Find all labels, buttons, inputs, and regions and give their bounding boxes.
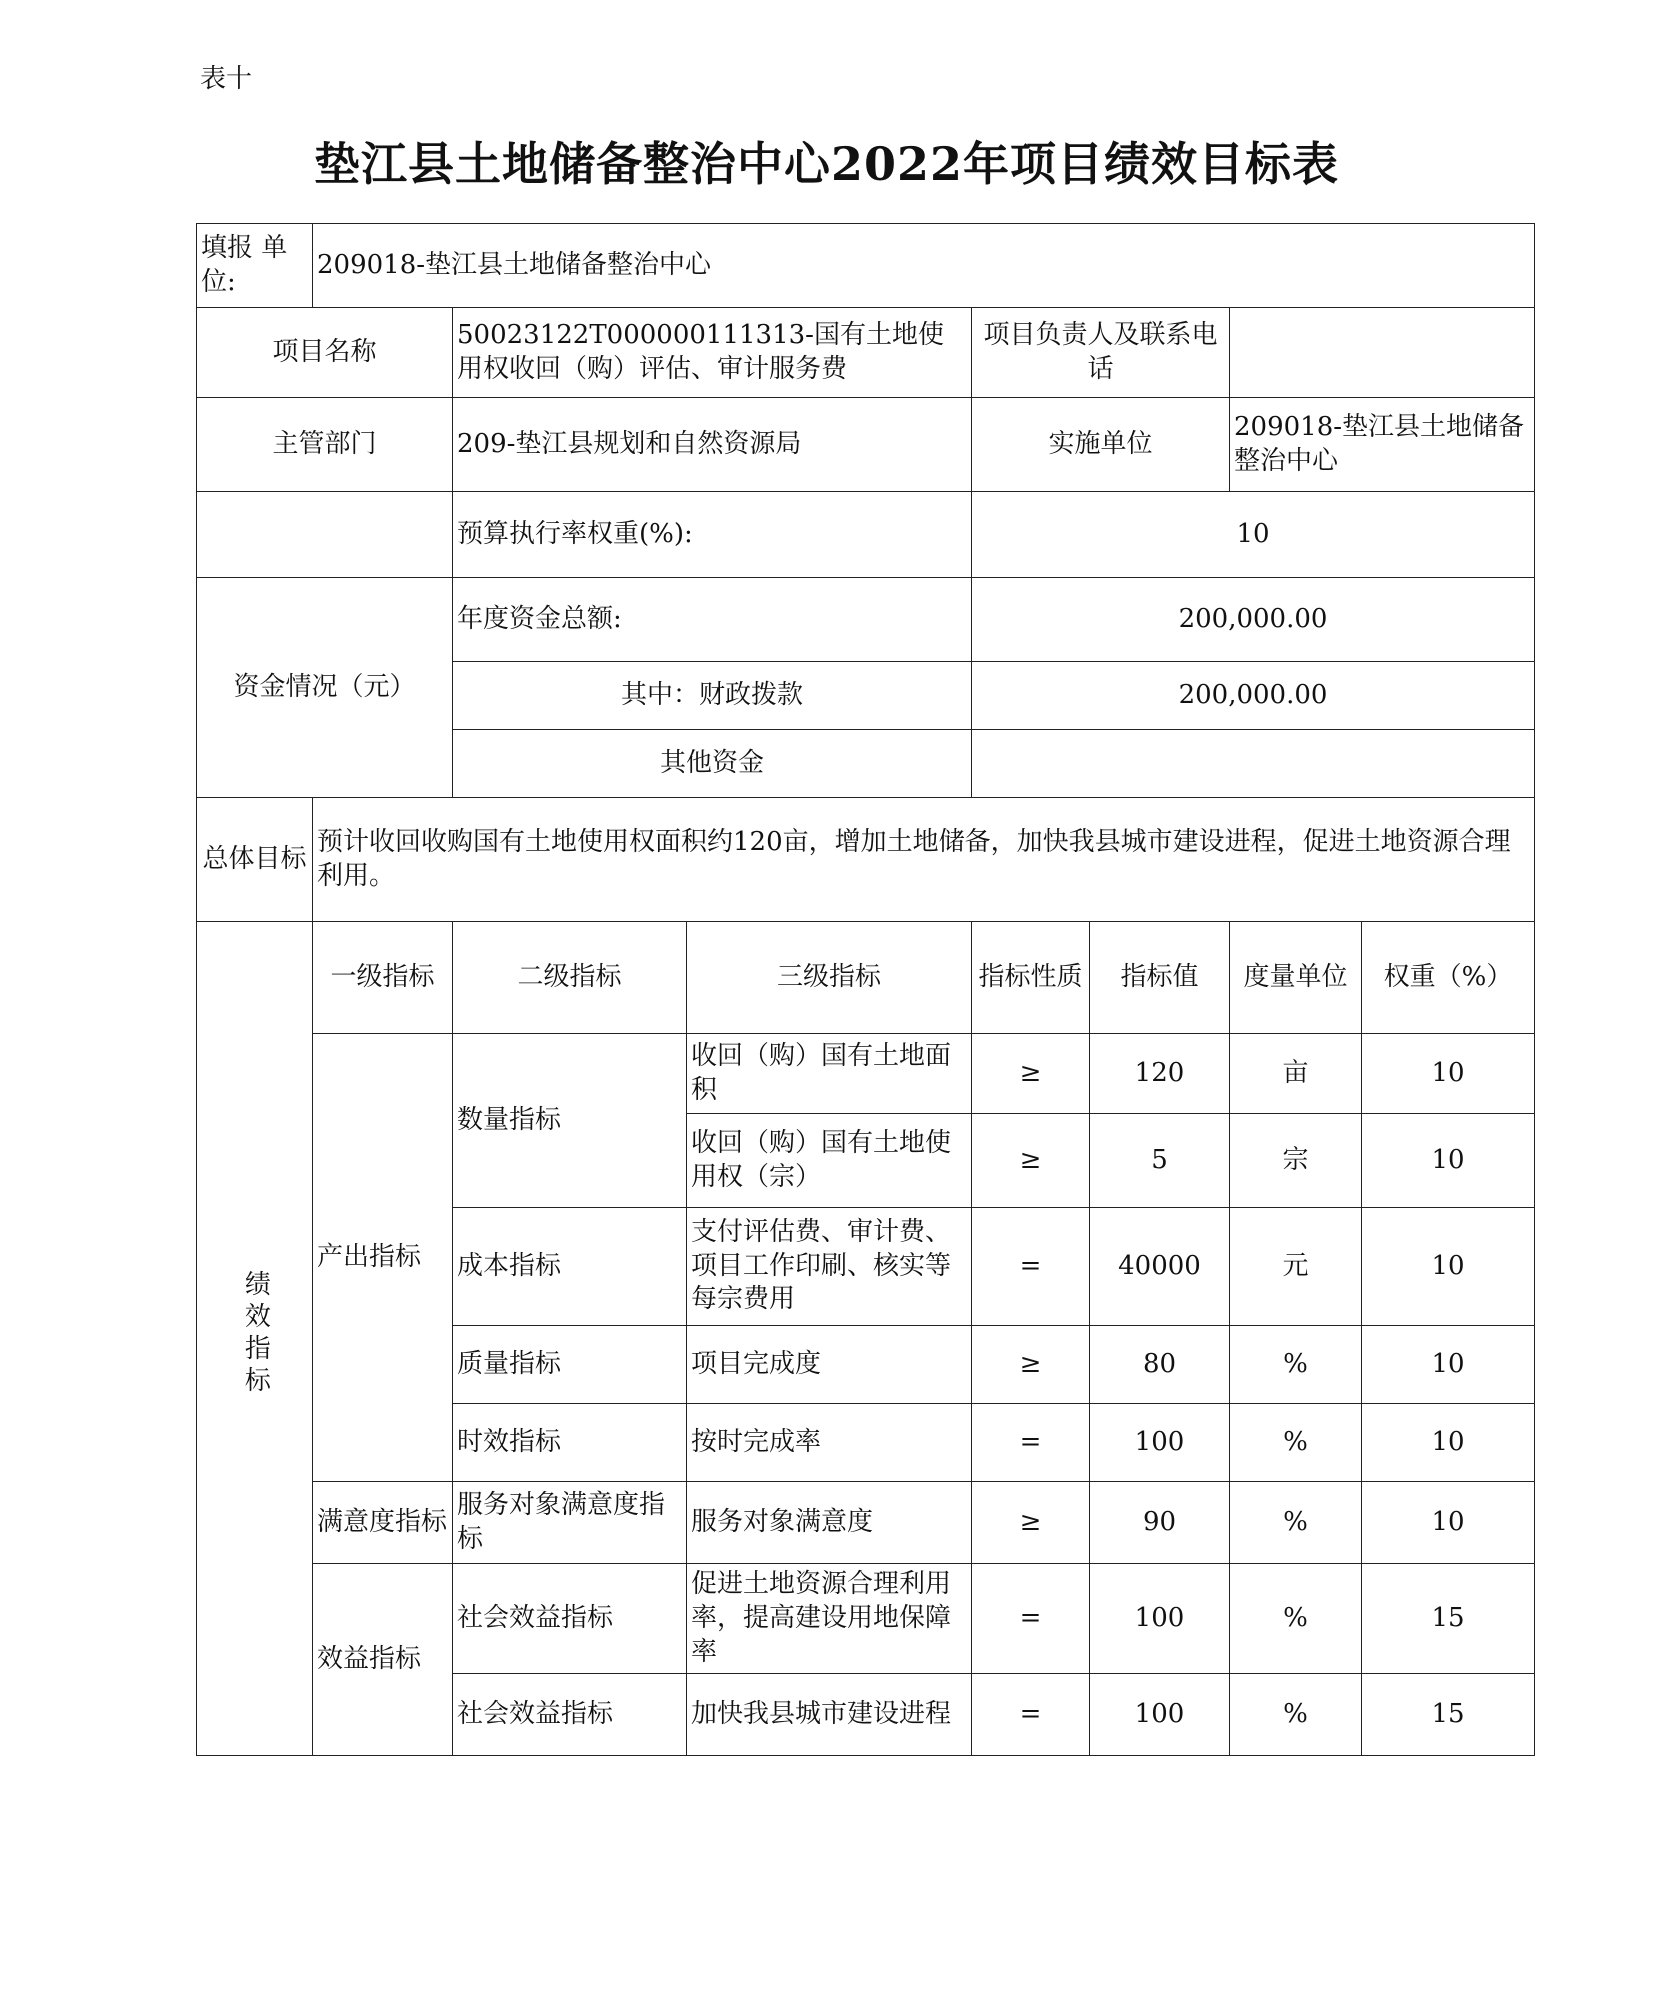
dept-label: 主管部门 xyxy=(197,398,453,492)
funds-other-label: 其他资金 xyxy=(453,730,972,798)
table-row xyxy=(197,1034,1535,1114)
secondary-timeliness: 时效指标 xyxy=(453,1404,687,1482)
tertiary-cell: 按时完成率 xyxy=(687,1404,972,1482)
funds-other-value xyxy=(972,730,1535,798)
funds-fiscal-value: 200,000.00 xyxy=(972,662,1535,730)
primary-benefit: 效益指标 xyxy=(313,1564,453,1756)
dept-value: 209-垫江县规划和自然资源局 xyxy=(453,398,972,492)
nature-cell: ≥ xyxy=(972,1114,1090,1208)
indicator-section-cell xyxy=(197,922,313,1756)
weight-cell: 10 xyxy=(1362,1482,1535,1564)
page-label: 表十 xyxy=(200,64,253,94)
table-row xyxy=(197,798,1535,922)
unit-cell: 亩 xyxy=(1230,1034,1362,1114)
value-cell: 5 xyxy=(1090,1114,1230,1208)
tertiary-cell: 服务对象满意度 xyxy=(687,1482,972,1564)
unit-value: 209018-垫江县土地储备整治中心 xyxy=(313,224,1535,308)
weight-cell: 15 xyxy=(1362,1564,1535,1674)
value-cell: 40000 xyxy=(1090,1208,1230,1326)
funds-total-label: 年度资金总额: xyxy=(453,578,972,662)
page-title: 垫江县土地储备整治中心2022年项目绩效目标表 xyxy=(313,137,1340,191)
overall-text: 预计收回收购国有土地使用权面积约120亩，增加土地储备，加快我县城市建设进程，促进土地资源合理利用。 xyxy=(313,798,1535,922)
secondary-cost: 成本指标 xyxy=(453,1208,687,1326)
funds-label: 资金情况（元） xyxy=(197,578,453,798)
table-row xyxy=(197,308,1535,398)
unit-cell: % xyxy=(1230,1404,1362,1482)
secondary-quantity: 数量指标 xyxy=(453,1034,687,1208)
value-cell: 100 xyxy=(1090,1404,1230,1482)
primary-output: 产出指标 xyxy=(313,1034,453,1482)
value-cell: 90 xyxy=(1090,1482,1230,1564)
tertiary-cell: 收回（购）国有土地面积 xyxy=(687,1034,972,1114)
empty-cell xyxy=(197,492,453,578)
overall-label: 总体目标 xyxy=(197,798,313,922)
funds-total-value: 200,000.00 xyxy=(972,578,1535,662)
contact-value xyxy=(1230,308,1535,398)
table-row xyxy=(197,1564,1535,1674)
unit-cell: 宗 xyxy=(1230,1114,1362,1208)
secondary-social: 社会效益指标 xyxy=(453,1674,687,1756)
weight-cell: 10 xyxy=(1362,1034,1535,1114)
secondary-social: 社会效益指标 xyxy=(453,1564,687,1674)
tertiary-cell: 促进土地资源合理利用率，提高建设用地保障率 xyxy=(687,1564,972,1674)
table-row xyxy=(197,492,1535,578)
secondary-service: 服务对象满意度指标 xyxy=(453,1482,687,1564)
tertiary-cell: 项目完成度 xyxy=(687,1326,972,1404)
table-row xyxy=(197,398,1535,492)
header-cell: 一级指标 xyxy=(313,922,453,1034)
nature-cell: = xyxy=(972,1564,1090,1674)
table-row xyxy=(197,578,1535,662)
secondary-quality: 质量指标 xyxy=(453,1326,687,1404)
project-name-label: 项目名称 xyxy=(197,308,453,398)
value-cell: 80 xyxy=(1090,1326,1230,1404)
contact-label: 项目负责人及联系电话 xyxy=(972,308,1230,398)
table-header-row xyxy=(197,922,1535,1034)
tertiary-cell: 支付评估费、审计费、项目工作印刷、核实等每宗费用 xyxy=(687,1208,972,1326)
header-cell: 权重（%） xyxy=(1362,922,1535,1034)
value-cell: 100 xyxy=(1090,1674,1230,1756)
indicator-section-label: 绩效指标 xyxy=(240,1269,271,1398)
budget-rate-label: 预算执行率权重(%): xyxy=(453,492,972,578)
header-cell: 指标值 xyxy=(1090,922,1230,1034)
table-row xyxy=(197,1482,1535,1564)
tertiary-cell: 加快我县城市建设进程 xyxy=(687,1674,972,1756)
unit-cell: 元 xyxy=(1230,1208,1362,1326)
weight-cell: 10 xyxy=(1362,1208,1535,1326)
header-cell: 度量单位 xyxy=(1230,922,1362,1034)
weight-cell: 10 xyxy=(1362,1114,1535,1208)
header-cell: 三级指标 xyxy=(687,922,972,1034)
impl-value: 209018-垫江县土地储备整治中心 xyxy=(1230,398,1535,492)
budget-rate-value: 10 xyxy=(972,492,1535,578)
performance-target-table xyxy=(196,223,1535,1756)
value-cell: 100 xyxy=(1090,1564,1230,1674)
unit-cell: % xyxy=(1230,1674,1362,1756)
nature-cell: ≥ xyxy=(972,1326,1090,1404)
nature-cell: = xyxy=(972,1674,1090,1756)
project-name-value: 50023122T000000111313-国有土地使用权收回（购）评估、审计服务费 xyxy=(453,308,972,398)
tertiary-cell: 收回（购）国有土地使用权（宗） xyxy=(687,1114,972,1208)
nature-cell: = xyxy=(972,1404,1090,1482)
table-row xyxy=(197,224,1535,308)
unit-cell: % xyxy=(1230,1482,1362,1564)
unit-cell: % xyxy=(1230,1326,1362,1404)
value-cell: 120 xyxy=(1090,1034,1230,1114)
primary-satisfaction: 满意度指标 xyxy=(313,1482,453,1564)
weight-cell: 15 xyxy=(1362,1674,1535,1756)
weight-cell: 10 xyxy=(1362,1326,1535,1404)
funds-fiscal-label: 其中：财政拨款 xyxy=(453,662,972,730)
header-cell: 指标性质 xyxy=(972,922,1090,1034)
impl-label: 实施单位 xyxy=(972,398,1230,492)
header-cell: 二级指标 xyxy=(453,922,687,1034)
nature-cell: ≥ xyxy=(972,1034,1090,1114)
weight-cell: 10 xyxy=(1362,1404,1535,1482)
nature-cell: = xyxy=(972,1208,1090,1326)
nature-cell: ≥ xyxy=(972,1482,1090,1564)
unit-label: 填报 单位: xyxy=(197,224,313,308)
unit-cell: % xyxy=(1230,1564,1362,1674)
